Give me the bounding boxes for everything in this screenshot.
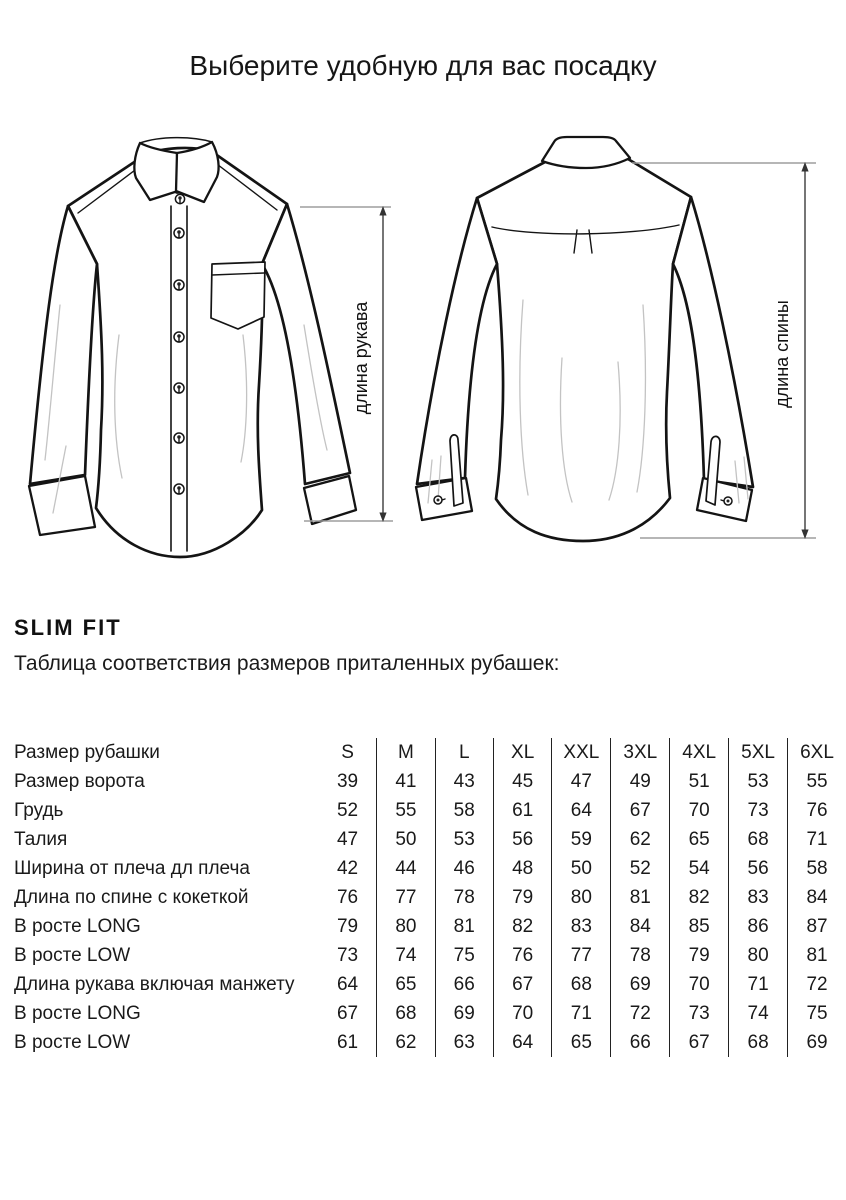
back-collar-stand	[542, 137, 630, 168]
size-value-cell: 67	[670, 1028, 729, 1057]
size-value-cell: 78	[611, 941, 670, 970]
table-caption: Таблица соответствия размеров приталенных рубашек:	[14, 652, 560, 675]
size-value-cell: 78	[435, 883, 493, 912]
size-value-cell: 84	[806, 886, 828, 908]
row-label: Длина рукава включая манжету	[14, 973, 295, 995]
back-length-label: длина спины	[772, 300, 792, 408]
size-value-cell: 87	[806, 915, 828, 937]
size-value-cell: 71	[552, 999, 611, 1028]
button	[174, 332, 184, 342]
size-value-cell: 76	[493, 941, 551, 970]
size-header-cell: 6XL	[800, 741, 834, 763]
size-value-cell: 85	[670, 912, 729, 941]
size-value-cell: 65	[552, 1028, 611, 1057]
front-left-cuff	[29, 476, 95, 535]
table-row	[14, 941, 846, 970]
back-body	[477, 159, 691, 541]
size-value-cell: 49	[611, 767, 670, 796]
size-value-cell: 56	[729, 854, 788, 883]
size-value-cell: 79	[493, 883, 551, 912]
row-label: В росте LOW	[14, 1031, 131, 1053]
front-collar-top-edge	[140, 138, 212, 143]
size-value-cell: 47	[319, 825, 377, 854]
size-value-cell: 43	[435, 767, 493, 796]
size-header-cell: S	[319, 738, 377, 767]
row-label: Ширина от плеча дл плеча	[14, 857, 250, 879]
fit-heading: SLIM FIT	[14, 615, 122, 640]
size-value-cell: 83	[552, 912, 611, 941]
size-value-cell: 77	[377, 883, 435, 912]
size-value-cell: 73	[670, 999, 729, 1028]
row-label: Талия	[14, 828, 68, 850]
size-value-cell: 81	[806, 944, 828, 966]
size-value-cell: 71	[729, 970, 788, 999]
size-value-cell: 81	[435, 912, 493, 941]
table-row	[14, 912, 846, 941]
size-value-cell: 39	[319, 767, 377, 796]
size-value-cell: 66	[611, 1028, 670, 1057]
shirt-back-drawing	[416, 137, 753, 541]
row-label: В росте LONG	[14, 915, 141, 937]
size-value-cell: 64	[493, 1028, 551, 1057]
size-value-cell: 68	[729, 1028, 788, 1057]
size-value-cell: 66	[435, 970, 493, 999]
size-value-cell: 67	[611, 796, 670, 825]
size-value-cell: 68	[377, 999, 435, 1028]
table-row	[14, 825, 846, 854]
size-header-cell: M	[377, 738, 435, 767]
size-value-cell: 53	[729, 767, 788, 796]
size-value-cell: 69	[435, 999, 493, 1028]
size-value-cell: 79	[319, 912, 377, 941]
button	[174, 228, 184, 238]
size-value-cell: 55	[377, 796, 435, 825]
size-value-cell: 65	[670, 825, 729, 854]
size-value-cell: 69	[611, 970, 670, 999]
sleeve-length-label: длина рукава	[351, 301, 371, 415]
size-value-cell: 69	[806, 1031, 828, 1053]
size-value-cell: 77	[552, 941, 611, 970]
size-value-cell: 62	[611, 825, 670, 854]
size-value-cell: 82	[493, 912, 551, 941]
size-header-cell: 4XL	[670, 738, 729, 767]
size-table	[14, 738, 846, 1057]
size-value-cell: 72	[806, 973, 828, 995]
table-row	[14, 970, 846, 999]
size-header-cell: 5XL	[729, 738, 788, 767]
size-value-cell: 72	[611, 999, 670, 1028]
shirt-front-drawing	[29, 138, 356, 557]
row-label: В росте LOW	[14, 944, 131, 966]
size-value-cell: 73	[729, 796, 788, 825]
table-row	[14, 796, 846, 825]
size-value-cell: 75	[806, 1002, 828, 1024]
size-value-cell: 62	[377, 1028, 435, 1057]
size-header-cell: 3XL	[611, 738, 670, 767]
button	[175, 194, 184, 203]
size-value-cell: 80	[377, 912, 435, 941]
page-title: Выберите удобную для вас посадку	[189, 50, 657, 81]
size-value-cell: 41	[377, 767, 435, 796]
table-row	[14, 854, 846, 883]
size-value-cell: 80	[729, 941, 788, 970]
size-value-cell: 59	[552, 825, 611, 854]
size-value-cell: 52	[319, 796, 377, 825]
front-body	[68, 148, 287, 557]
size-value-cell: 74	[377, 941, 435, 970]
row-label: В росте LONG	[14, 1002, 141, 1024]
size-value-cell: 44	[377, 854, 435, 883]
front-left-sleeve	[30, 206, 97, 484]
size-value-cell: 82	[670, 883, 729, 912]
size-header-cell: XXL	[552, 738, 611, 767]
row-label-header: Размер рубашки	[14, 741, 160, 763]
size-value-cell: 70	[670, 796, 729, 825]
size-value-cell: 48	[493, 854, 551, 883]
size-value-cell: 58	[435, 796, 493, 825]
size-header-cell: XL	[493, 738, 551, 767]
size-value-cell: 73	[319, 941, 377, 970]
size-value-cell: 61	[493, 796, 551, 825]
row-label: Длина по спине с кокеткой	[14, 886, 249, 908]
size-value-cell: 81	[611, 883, 670, 912]
table-row	[14, 1028, 846, 1057]
size-value-cell: 51	[670, 767, 729, 796]
size-value-cell: 56	[493, 825, 551, 854]
size-value-cell: 83	[729, 883, 788, 912]
size-value-cell: 52	[611, 854, 670, 883]
button	[174, 484, 184, 494]
size-value-cell: 63	[435, 1028, 493, 1057]
size-value-cell: 46	[435, 854, 493, 883]
button	[174, 280, 184, 290]
table-row	[14, 999, 846, 1028]
size-value-cell: 47	[552, 767, 611, 796]
size-value-cell: 54	[670, 854, 729, 883]
size-value-cell: 61	[319, 1028, 377, 1057]
size-value-cell: 64	[319, 970, 377, 999]
table-row	[14, 738, 846, 767]
size-value-cell: 45	[493, 767, 551, 796]
row-label: Размер ворота	[14, 770, 145, 792]
size-value-cell: 53	[435, 825, 493, 854]
size-value-cell: 86	[729, 912, 788, 941]
chest-pocket	[211, 262, 265, 329]
size-value-cell: 70	[670, 970, 729, 999]
size-value-cell: 68	[552, 970, 611, 999]
size-value-cell: 84	[611, 912, 670, 941]
size-value-cell: 76	[319, 883, 377, 912]
size-value-cell: 50	[377, 825, 435, 854]
size-value-cell: 75	[435, 941, 493, 970]
size-value-cell: 65	[377, 970, 435, 999]
size-value-cell: 68	[729, 825, 788, 854]
size-value-cell: 55	[806, 770, 828, 792]
size-value-cell: 58	[806, 857, 828, 879]
size-value-cell: 70	[493, 999, 551, 1028]
size-value-cell: 71	[806, 828, 828, 850]
size-value-cell: 79	[670, 941, 729, 970]
size-value-cell: 67	[493, 970, 551, 999]
table-row	[14, 883, 846, 912]
size-value-cell: 50	[552, 854, 611, 883]
size-value-cell: 76	[806, 799, 828, 821]
size-value-cell: 64	[552, 796, 611, 825]
row-label: Грудь	[14, 799, 64, 821]
button	[174, 383, 184, 393]
front-right-sleeve	[262, 204, 350, 484]
size-value-cell: 67	[319, 999, 377, 1028]
size-value-cell: 80	[552, 883, 611, 912]
size-header-cell: L	[435, 738, 493, 767]
size-value-cell: 74	[729, 999, 788, 1028]
table-row	[14, 767, 846, 796]
size-table-body	[14, 738, 846, 1057]
button	[174, 433, 184, 443]
size-value-cell: 42	[319, 854, 377, 883]
